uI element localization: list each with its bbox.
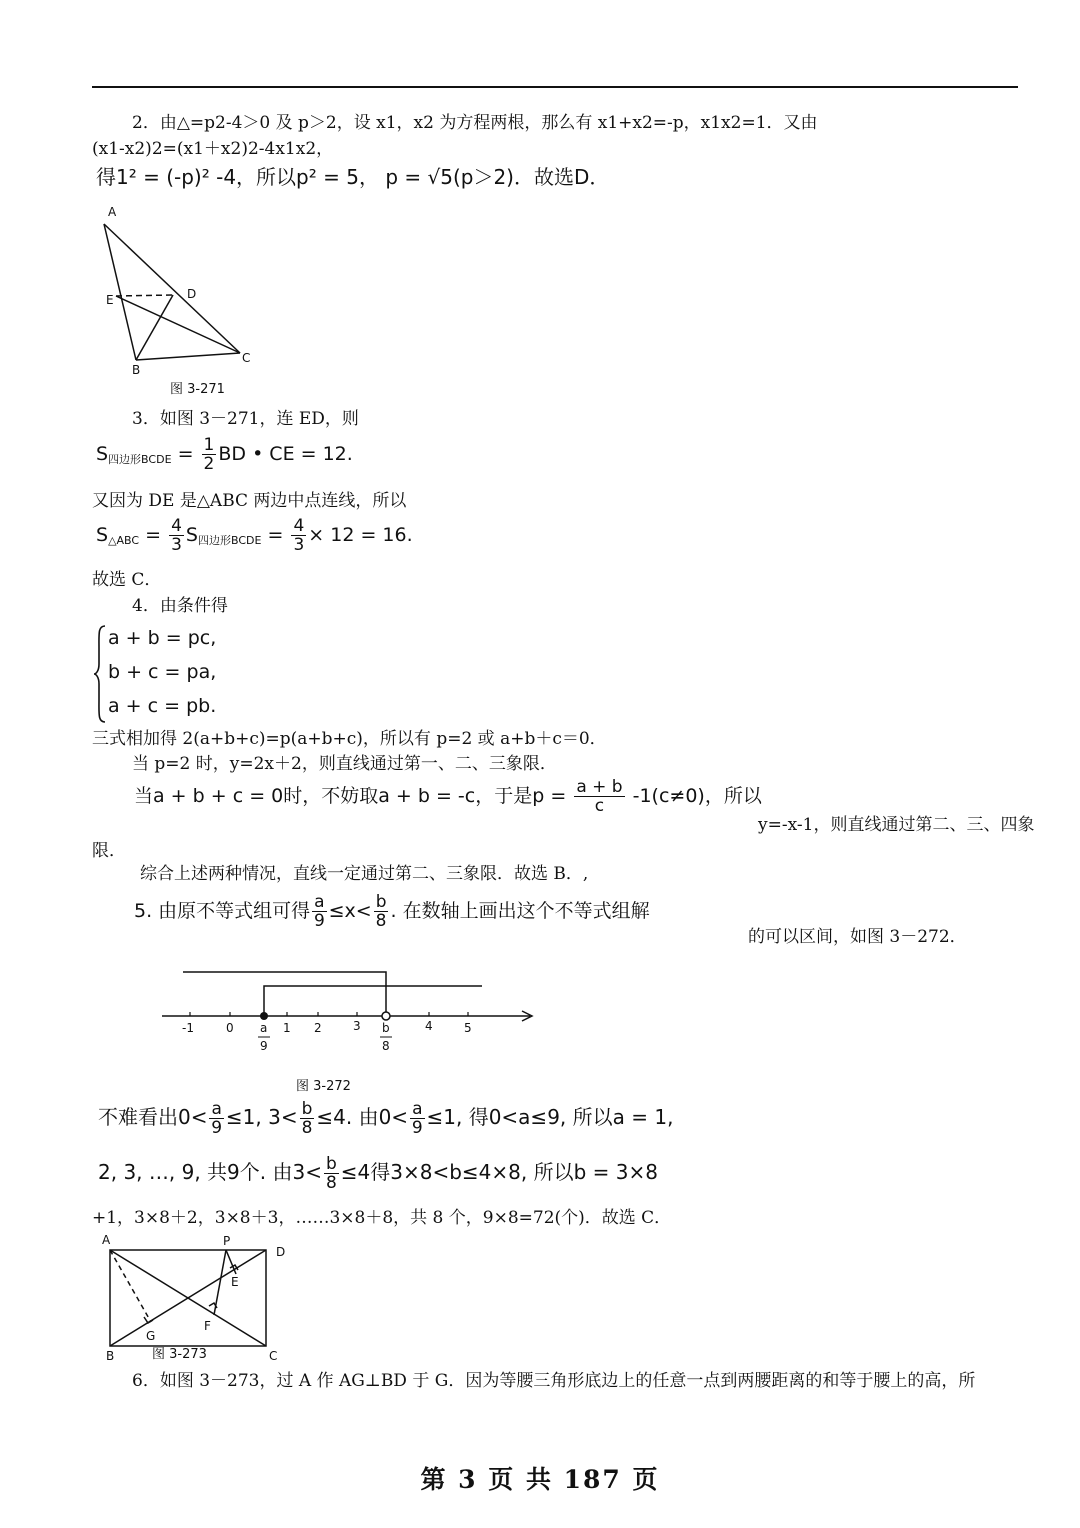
- label-g: G: [146, 1329, 156, 1343]
- lower-bracket: [264, 986, 482, 1015]
- label-b: B: [132, 363, 141, 377]
- p5-tail: 的可以区间，如图 3－272．: [748, 927, 967, 947]
- tick-8: 8: [382, 1039, 390, 1053]
- p4-case2-tail2: 限．: [92, 841, 126, 861]
- tick-label: 2: [314, 1021, 322, 1035]
- label-f: F: [204, 1319, 211, 1333]
- system-eq-3: a + c = pb.: [108, 695, 217, 717]
- label-a: A: [108, 205, 117, 219]
- p2-line1: 2．由△=p2-4＞0 及 p＞2，设 x1，x2 为方程两根，那么有 x1+x2=-p，x1x2=1．又由: [132, 113, 818, 133]
- figure-3-273: [96, 1228, 296, 1368]
- page-footer: 第 3 页 共 187 页: [420, 1465, 660, 1494]
- p5-statement: 5. 由原不等式组可得 $\frac{a}{9}$ ≤x< $\frac{b}{8}$ . 在数轴上画出这个不等式组解: [134, 892, 650, 931]
- tick-b: b: [382, 1021, 390, 1035]
- caption-3-272: 图 3-272: [296, 1079, 351, 1094]
- segment-pe: [226, 1250, 236, 1274]
- p4-case2-tail: y=-x-1，则直线通过第二、三、四象: [758, 815, 1035, 835]
- tick-9: 9: [260, 1039, 268, 1053]
- p4-sum-line: 三式相加得 2(a+b+c)=p(a+b+c)，所以有 p=2 或 a+b＋c＝0．: [92, 729, 607, 749]
- system-brace-icon: [92, 624, 108, 724]
- p3-mid: 又因为 DE 是△ABC 两边中点连线，所以: [92, 491, 407, 511]
- label-d: D: [187, 287, 197, 301]
- tick-label: 0: [226, 1021, 234, 1035]
- edge-ab: [104, 224, 136, 360]
- tick-label: 1: [283, 1021, 291, 1035]
- edge-bd: [136, 295, 173, 360]
- p5b-line3: +1，3×8＋2，3×8＋3，……3×8＋8，共 8 个，9×8=72(个)．故选 C．: [92, 1208, 672, 1228]
- p4-case1: 当 p=2 时，y=2x＋2，则直线通过第一、二、三象限．: [132, 754, 557, 774]
- segment-ag: [110, 1250, 151, 1322]
- p3-equation-1: $S_{四边形BCDE}$ = $\frac{1}{2}$ BD • CE = 12.: [96, 435, 353, 474]
- label-a: A: [102, 1233, 111, 1247]
- figure-3-272: [150, 960, 550, 1100]
- closed-point-a9: [260, 1012, 268, 1020]
- tick-label: 4: [425, 1019, 433, 1033]
- tick-a: a: [260, 1021, 268, 1035]
- p3-answer: 故选 C．: [92, 570, 162, 590]
- system-eq-1: a + b = pc,: [108, 627, 217, 649]
- label-c: C: [242, 351, 251, 365]
- caption-3-273: 图 3-273: [152, 1347, 207, 1362]
- p4-intro: 4．由条件得: [132, 596, 228, 616]
- tick-label: 5: [464, 1021, 472, 1035]
- edge-bc: [136, 353, 240, 360]
- p5b-line2: 2, 3, …, 9, 共9个. 由3< $\frac{b}{8}$ ≤4得3×8<b≤4×8, 所以b = 3×8: [98, 1154, 658, 1193]
- edge-ce: [116, 296, 240, 353]
- label-e: E: [231, 1275, 239, 1289]
- p4-case2: 当a + b + c = 0时，不妨取a + b = -c，于是p = $\frac{a + b}{c}$ -1(c≠0)，所以: [134, 777, 762, 816]
- p2-line2: (x1-x2)2=(x1＋x2)2-4x1x2，: [92, 139, 334, 159]
- label-e: E: [106, 293, 114, 307]
- label-c: C: [269, 1349, 278, 1363]
- label-d: D: [276, 1245, 286, 1259]
- tick-label: 3: [353, 1019, 361, 1033]
- edge-ac: [104, 224, 240, 353]
- system-eq-2: b + c = pa,: [108, 661, 217, 683]
- p5b-line1: 不难看出0< $\frac{a}{9}$ ≤1, 3< $\frac{b}{8}$ ≤4. 由0< $\frac{a}{9}$ ≤1, 得0<a≤9, 所以a = 1,: [98, 1099, 674, 1138]
- open-point-b8: [382, 1012, 390, 1020]
- label-b: B: [106, 1349, 115, 1363]
- p6-text: 6．如图 3－273，过 A 作 AG⊥BD 于 G．因为等腰三角形底边上的任意一点到两腰距离的和等于腰上的高，所: [132, 1371, 976, 1391]
- label-p: P: [223, 1234, 231, 1248]
- header-rule: [92, 86, 1018, 88]
- upper-bracket: [183, 972, 386, 1015]
- tick-label: -1: [182, 1021, 194, 1035]
- caption-3-271: 图 3-271: [170, 382, 225, 397]
- figure-3-271: [96, 200, 276, 400]
- p3-equation-2: $S_{\triangle ABC}$ = $\frac{4}{3}$ $S_{四边形BCDE}$ = $\frac{4}{3}$ × 12 = 16.: [96, 516, 413, 555]
- p2-equation: 得1² = (-p)² -4，所以p² = 5， p = √5(p＞2)．故选D．: [96, 165, 610, 189]
- edge-ed: [116, 295, 173, 296]
- p4-summary: 综合上述两种情况，直线一定通过第二、三象限．故选 B．,: [140, 864, 589, 884]
- p3-intro: 3．如图 3－271，连 ED，则: [132, 409, 359, 429]
